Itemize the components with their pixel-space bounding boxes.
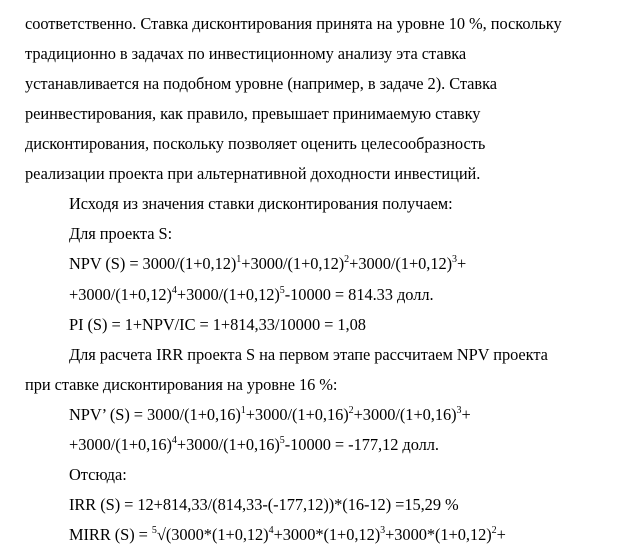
project-label: Для проекта S:	[69, 224, 173, 243]
paragraph-line: дисконтирования, поскольку позволяет оценить целесообразность	[25, 134, 486, 153]
npv-formula-line-2: $+3000/(1+0,12)^4+3000/(1+0,12)^5-10000 = 814.33$ долл.	[69, 284, 434, 304]
irr-text-line: при ставке дисконтирования на уровне 16 %:	[25, 375, 338, 394]
npv-prime-formula-line-1: NPV’ $(S) = 3000/(1+0,16)^1+3000/(1+0,16)^2+3000/(1+0,16)^3+$	[69, 404, 471, 424]
paragraph-line: устанавливается на подобном уровне (например, в задаче 2). Ставка	[25, 74, 497, 93]
paragraph-line: реализации проекта при альтернативной доходности инвестиций.	[25, 164, 481, 183]
paragraph-line: традиционно в задачах по инвестиционному анализу эта ставка	[25, 44, 467, 63]
npv-formula-line-1: NPV $(S) = 3000/(1+0,12)^1+3000/(1+0,12)^2+3000/(1+0,12)^3+$	[69, 253, 467, 273]
hence-label: Отсюда:	[69, 465, 127, 484]
intro-line: Исходя из значения ставки дисконтирования получаем:	[69, 194, 453, 213]
paragraph-line: соответственно. Ставка дисконтирования принята на уровне 10 %, поскольку	[25, 14, 562, 33]
pi-formula: PI (S) = 1+NPV/IC = 1+814,33/10000 = 1,08	[69, 315, 366, 334]
irr-text-line: Для расчета IRR проекта S на первом этапе рассчитаем NPV проекта	[69, 345, 548, 364]
mirr-formula: MIRR $(S) = ^5√(3000*(1+0,12)^4+3000*(1+0,12)^3+3000*(1+0,12)^2+$	[69, 524, 506, 544]
npv-prime-formula-line-2: $+3000/(1+0,16)^4+3000/(1+0,16)^5-10000 = -177,12$ долл.	[69, 434, 439, 454]
irr-formula: IRR (S) = 12+814,33/(814,33-(-177,12))*(16-12) =15,29 %	[69, 495, 459, 514]
paragraph-line: реинвестирования, как правило, превышает принимаемую ставку	[25, 104, 481, 123]
